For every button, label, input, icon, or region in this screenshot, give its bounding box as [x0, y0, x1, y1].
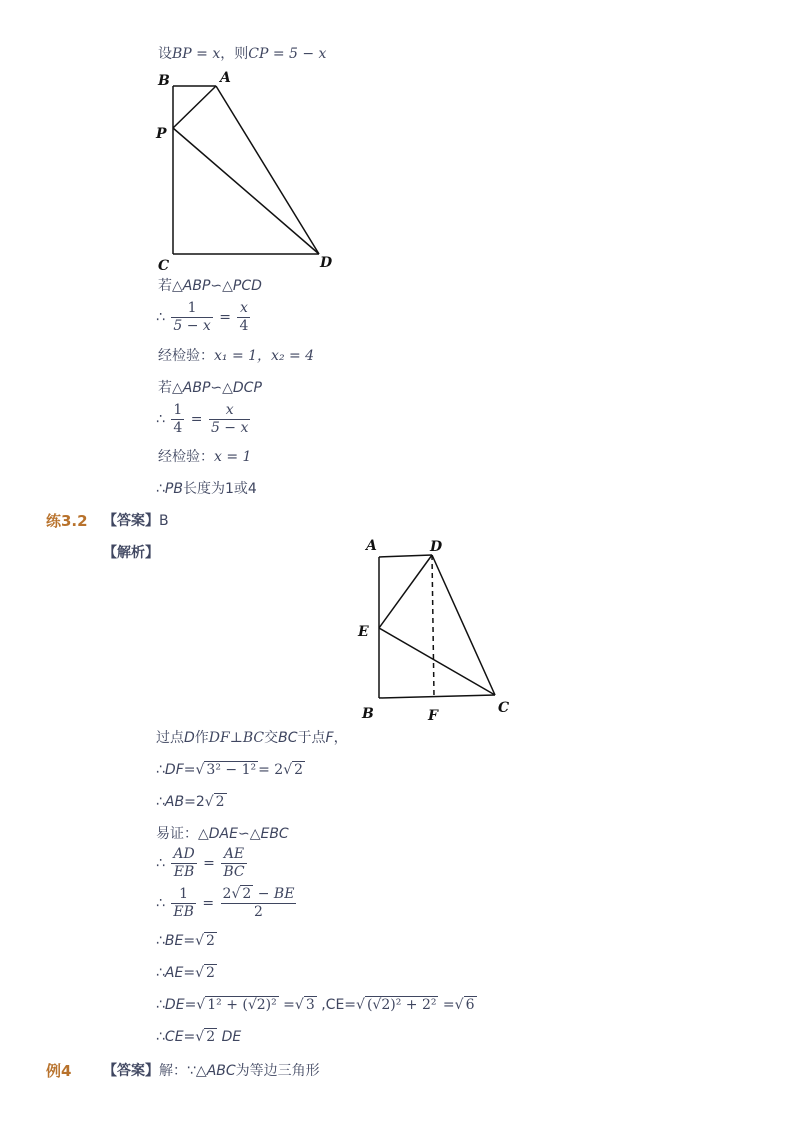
numerator: 1 — [173, 402, 183, 418]
variable: PB — [164, 481, 183, 497]
sqrt: √ 2 — [231, 886, 252, 902]
sqrt: √ 2 — [195, 933, 215, 949]
denominator: BC — [223, 864, 245, 880]
sqrt: √ 6 — [454, 997, 475, 1013]
variable: AB — [164, 794, 185, 810]
variable: BE — [164, 933, 184, 949]
solution-line-8 — [156, 963, 217, 983]
case1-equation — [156, 300, 252, 335]
therefore-sign: ∴ — [156, 855, 165, 872]
equals: = — [183, 762, 196, 778]
text: ， — [333, 730, 348, 746]
intro-text: ，则 — [220, 46, 249, 62]
term: − BE — [253, 886, 295, 902]
text: 长度为1或4 — [182, 481, 257, 497]
answer-value: B — [159, 513, 169, 529]
case2-condition — [158, 378, 262, 398]
figure-trapezoid-abcd — [350, 530, 530, 730]
therefore-sign: ∴ — [156, 965, 165, 981]
sqrt: √ 3² − 1² — [195, 762, 257, 778]
therefore-sign: ∴ — [156, 481, 165, 497]
label-a: A — [366, 538, 377, 554]
variable: F — [325, 730, 334, 746]
variable: CE — [164, 1029, 184, 1045]
denominator: EB — [173, 904, 194, 920]
sqrt: √ 2 — [195, 965, 215, 981]
radicand: 3² − 1² — [206, 762, 257, 778]
equals: =2 — [184, 794, 205, 810]
sqrt: √ (√2)² + 2² — [356, 997, 437, 1013]
math: x = 1 — [214, 449, 252, 465]
equals: = — [219, 309, 231, 326]
solution-line-5 — [156, 846, 249, 881]
answer-line — [103, 511, 169, 531]
triangle: △PCD — [222, 278, 262, 294]
numerator: 1 — [171, 886, 196, 904]
therefore-sign: ∴ — [156, 309, 165, 326]
similar-sign: ∽ — [210, 278, 223, 294]
denominator: 4 — [173, 420, 183, 436]
therefore-sign: ∴ — [156, 1029, 165, 1045]
numerator: AD — [173, 846, 195, 862]
example-label: 例4 — [46, 1062, 72, 1080]
case2-equation — [156, 402, 252, 437]
label-c: C — [158, 258, 170, 274]
text: ,CE= — [316, 997, 357, 1013]
case2-check — [158, 447, 251, 467]
analysis-bracket: 【解析】 — [103, 545, 159, 561]
denominator: 4 — [239, 318, 249, 334]
case1-check — [158, 346, 314, 366]
triangle: △DAE — [198, 826, 238, 842]
therefore-sign: ∴ — [156, 794, 165, 810]
intro-text: 设 — [158, 46, 172, 62]
label-b: B — [158, 73, 170, 89]
therefore-sign: ∴ — [156, 933, 165, 949]
text: 于点 — [297, 730, 326, 746]
radicand: 2 — [206, 933, 215, 949]
denominator: 5 − x — [210, 420, 249, 436]
therefore-sign: ∴ — [156, 411, 165, 428]
label-d: D — [430, 539, 443, 555]
denominator: EB — [173, 864, 195, 880]
text: 经检验： — [158, 449, 214, 465]
solution-line-4 — [156, 824, 289, 844]
label-a: A — [220, 70, 231, 86]
equals: = — [203, 855, 215, 872]
label-e: E — [358, 624, 369, 640]
radicand: 2 — [206, 1029, 216, 1045]
math: x₁ = 1，x₂ = 4 — [214, 348, 315, 364]
triangle: △ABP — [172, 380, 211, 396]
therefore-sign: ∴ — [156, 762, 165, 778]
radicand: 2 — [215, 794, 225, 810]
radicand: 1² + (√2)² — [207, 997, 277, 1013]
solution-line-3 — [156, 792, 227, 812]
exercise-label: 练3.2 — [46, 512, 88, 530]
label-p: P — [156, 126, 167, 142]
denominator: 5 − x — [173, 318, 211, 334]
text: 交 — [264, 730, 279, 746]
triangle: △ABP — [172, 278, 211, 294]
answer-bracket: 【答案】 — [103, 1063, 159, 1079]
result: = 2 — [258, 762, 284, 778]
variable: DE — [221, 1029, 242, 1045]
variable: D — [184, 730, 195, 746]
equals: = — [190, 411, 203, 428]
sqrt: √ 2 — [195, 1029, 216, 1045]
text: 过点 — [156, 730, 184, 746]
text: 解：∵ — [159, 1063, 196, 1079]
case1-condition — [158, 276, 262, 296]
answer-bracket: 【答案】 — [103, 513, 159, 529]
numerator: x — [237, 300, 250, 318]
variable: DE — [164, 997, 185, 1013]
intro-math: BP = x — [172, 46, 221, 62]
radicand: (√2)² + 2² — [366, 997, 437, 1013]
triangle: △ABC — [195, 1063, 236, 1079]
text: 作 — [194, 730, 209, 746]
solution-line-6 — [156, 886, 298, 921]
text: 经检验： — [158, 348, 214, 364]
variable: AE — [164, 965, 184, 981]
text: 易证： — [156, 826, 198, 842]
radicand: 2 — [242, 886, 252, 902]
equals: = — [183, 1029, 196, 1045]
equals: = — [438, 997, 455, 1013]
similar-sign: ∽ — [210, 380, 223, 396]
equals: = — [183, 933, 196, 949]
radicand: 2 — [294, 762, 304, 778]
triangle: △EBC — [249, 826, 289, 842]
triangle: △DCP — [222, 380, 262, 396]
equals: = — [183, 965, 196, 981]
figure-quadrilateral-abcd — [150, 66, 340, 276]
solution-line-10 — [156, 1027, 241, 1047]
radicand: 3 — [305, 997, 315, 1013]
sqrt: √ 3 — [294, 997, 315, 1013]
label-d: D — [320, 255, 333, 271]
intro-math: CP = 5 − x — [248, 46, 327, 62]
numerator: AE — [221, 846, 246, 864]
equals: = — [184, 997, 197, 1013]
therefore-sign: ∴ — [156, 997, 165, 1013]
numerator: x — [209, 402, 250, 420]
solution-line-7 — [156, 931, 217, 951]
therefore-sign: ∴ — [156, 895, 165, 912]
intro-line — [158, 44, 326, 64]
solution-line-2 — [156, 760, 305, 780]
conclusion-1 — [156, 479, 257, 499]
label-c: C — [498, 700, 510, 716]
coefficient: 2 — [222, 886, 232, 902]
text: 若 — [158, 380, 172, 396]
sqrt: √ 2 — [283, 762, 304, 778]
label-b: B — [362, 706, 374, 722]
example-answer-line — [103, 1061, 320, 1081]
sqrt: √ 1² + (√2)² — [196, 997, 277, 1013]
variable: BC — [278, 730, 298, 746]
solution-line-1 — [156, 728, 348, 748]
text: 为等边三角形 — [235, 1063, 320, 1079]
equals: = — [202, 895, 215, 912]
similar-sign: ∽ — [237, 826, 250, 842]
text: 若 — [158, 278, 172, 294]
solution-line-9 — [156, 995, 477, 1015]
label-f: F — [428, 708, 438, 724]
radicand: 6 — [465, 997, 475, 1013]
sqrt: √ 2 — [204, 794, 225, 810]
radicand: 2 — [206, 965, 215, 981]
equals: = — [278, 997, 295, 1013]
numerator: 1 — [171, 300, 212, 318]
denominator: 2 — [254, 904, 263, 920]
math: DF⊥BC — [208, 730, 265, 746]
variable: DF — [164, 762, 184, 778]
